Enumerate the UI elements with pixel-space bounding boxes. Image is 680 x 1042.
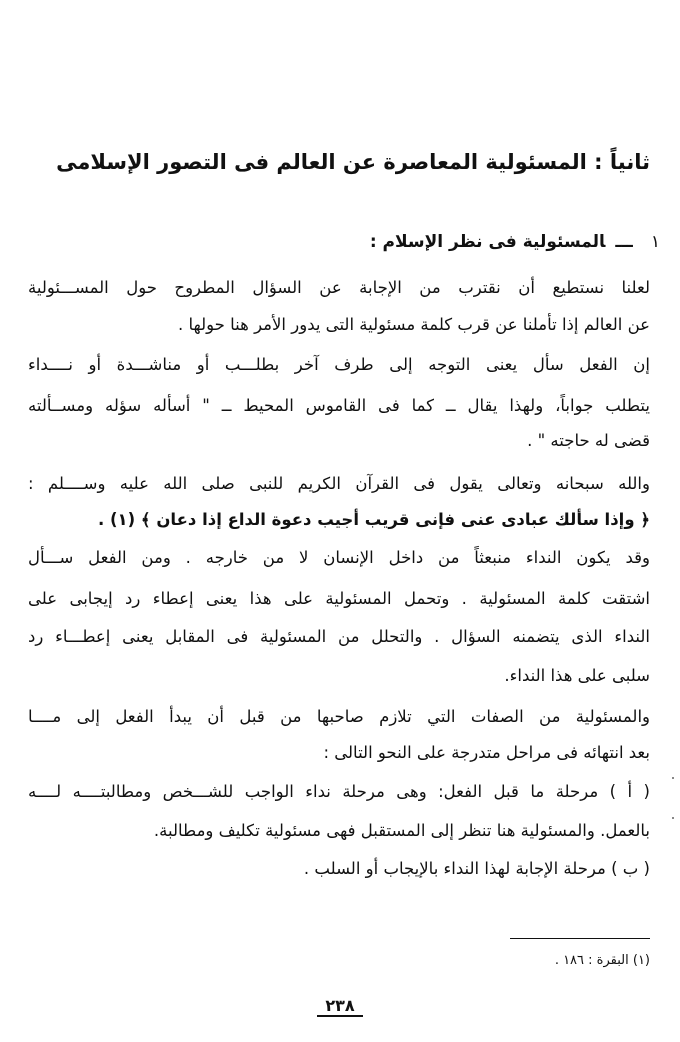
body-line-12: والمسئولية من الصفات التي تلازم صاحبها من قبل أن يبدأ الفعل إلى مــــا (28, 707, 650, 726)
body-line-1: لعلنا نستطيع أن نقترب من الإجابة عن السؤال المطروح حول المســـئولية (28, 278, 650, 297)
body-line-9: اشتقت كلمة المسئولية . وتحمل المسئولية على هذا يعنى إعطاء رد إيجابى على (28, 589, 650, 608)
body-line-15: بالعمل. والمسئولية هنا تنظر إلى المستقبل فهى مسئولية تكليف ومطالبة. (153, 821, 650, 840)
body-line-13: بعد انتهائه فى مراحل متدرجة على النحو التالى : (323, 743, 650, 762)
body-line-10: النداء الذى يتضمنه السؤال . والتحلل من المسئولية فى المقابل يعنى إعطـــاء رد (28, 627, 650, 646)
body-line-6: والله سبحانه وتعالى يقول فى القرآن الكريم للنبى صلى الله عليه وســــلم : (28, 474, 650, 493)
body-line-16: ( ب ) مرحلة الإجابة لهذا النداء بالإيجاب أو السلب . (303, 859, 650, 878)
body-line-8: وقد يكون النداء منبعثاً من داخل الإنسان لا من خارجه . ومن الفعل ســـأل (28, 548, 650, 567)
footnote: (١) البقرة : ١٨٦ . (554, 953, 650, 968)
body-line-11: سلبى على هذا النداء. (504, 666, 650, 685)
page-number-text: ٢٣٨ (317, 996, 362, 1017)
body-line-4: يتطلب جواباً، ولهذا يقال ــ كما فى القاموس المحيط ــ " أسأله سؤله ومســألته (28, 396, 650, 415)
section-heading (370, 232, 660, 252)
body-line-14: ( أ ) مرحلة ما قبل الفعل: وهى مرحلة نداء الواجب للشـــخص ومطالبتــــه لــــه (28, 782, 650, 801)
body-line-5: قضى له حاجته " . (527, 431, 650, 450)
footnote-separator (510, 938, 650, 939)
section-title: المسئولية فى نظر الإسلام : (369, 232, 606, 252)
page-number (0, 996, 680, 1015)
body-line-3: إن الفعل سأل يعنى التوجه إلى طرف آخر بطلـــب أو مناشـــدة أو نــــداء (28, 355, 650, 374)
body-line-2: عن العالم إذا تأملنا عن قرب كلمة مسئولية التى يدور الأمر هنا حولها . (178, 315, 650, 334)
page-heading: ثانياً : المسئولية المعاصرة عن العالم فى التصور الإسلامى (56, 150, 650, 174)
section-number: ١ (650, 232, 660, 252)
quran-verse-line: ﴿ وإذا سألك عبادى عنى فإنى قريب أجيب دعوة الداع إذا دعان ﴾ (١) . (97, 510, 650, 529)
margin-mark (672, 817, 674, 819)
margin-mark (672, 777, 674, 779)
section-dash: ـــ (615, 232, 633, 252)
